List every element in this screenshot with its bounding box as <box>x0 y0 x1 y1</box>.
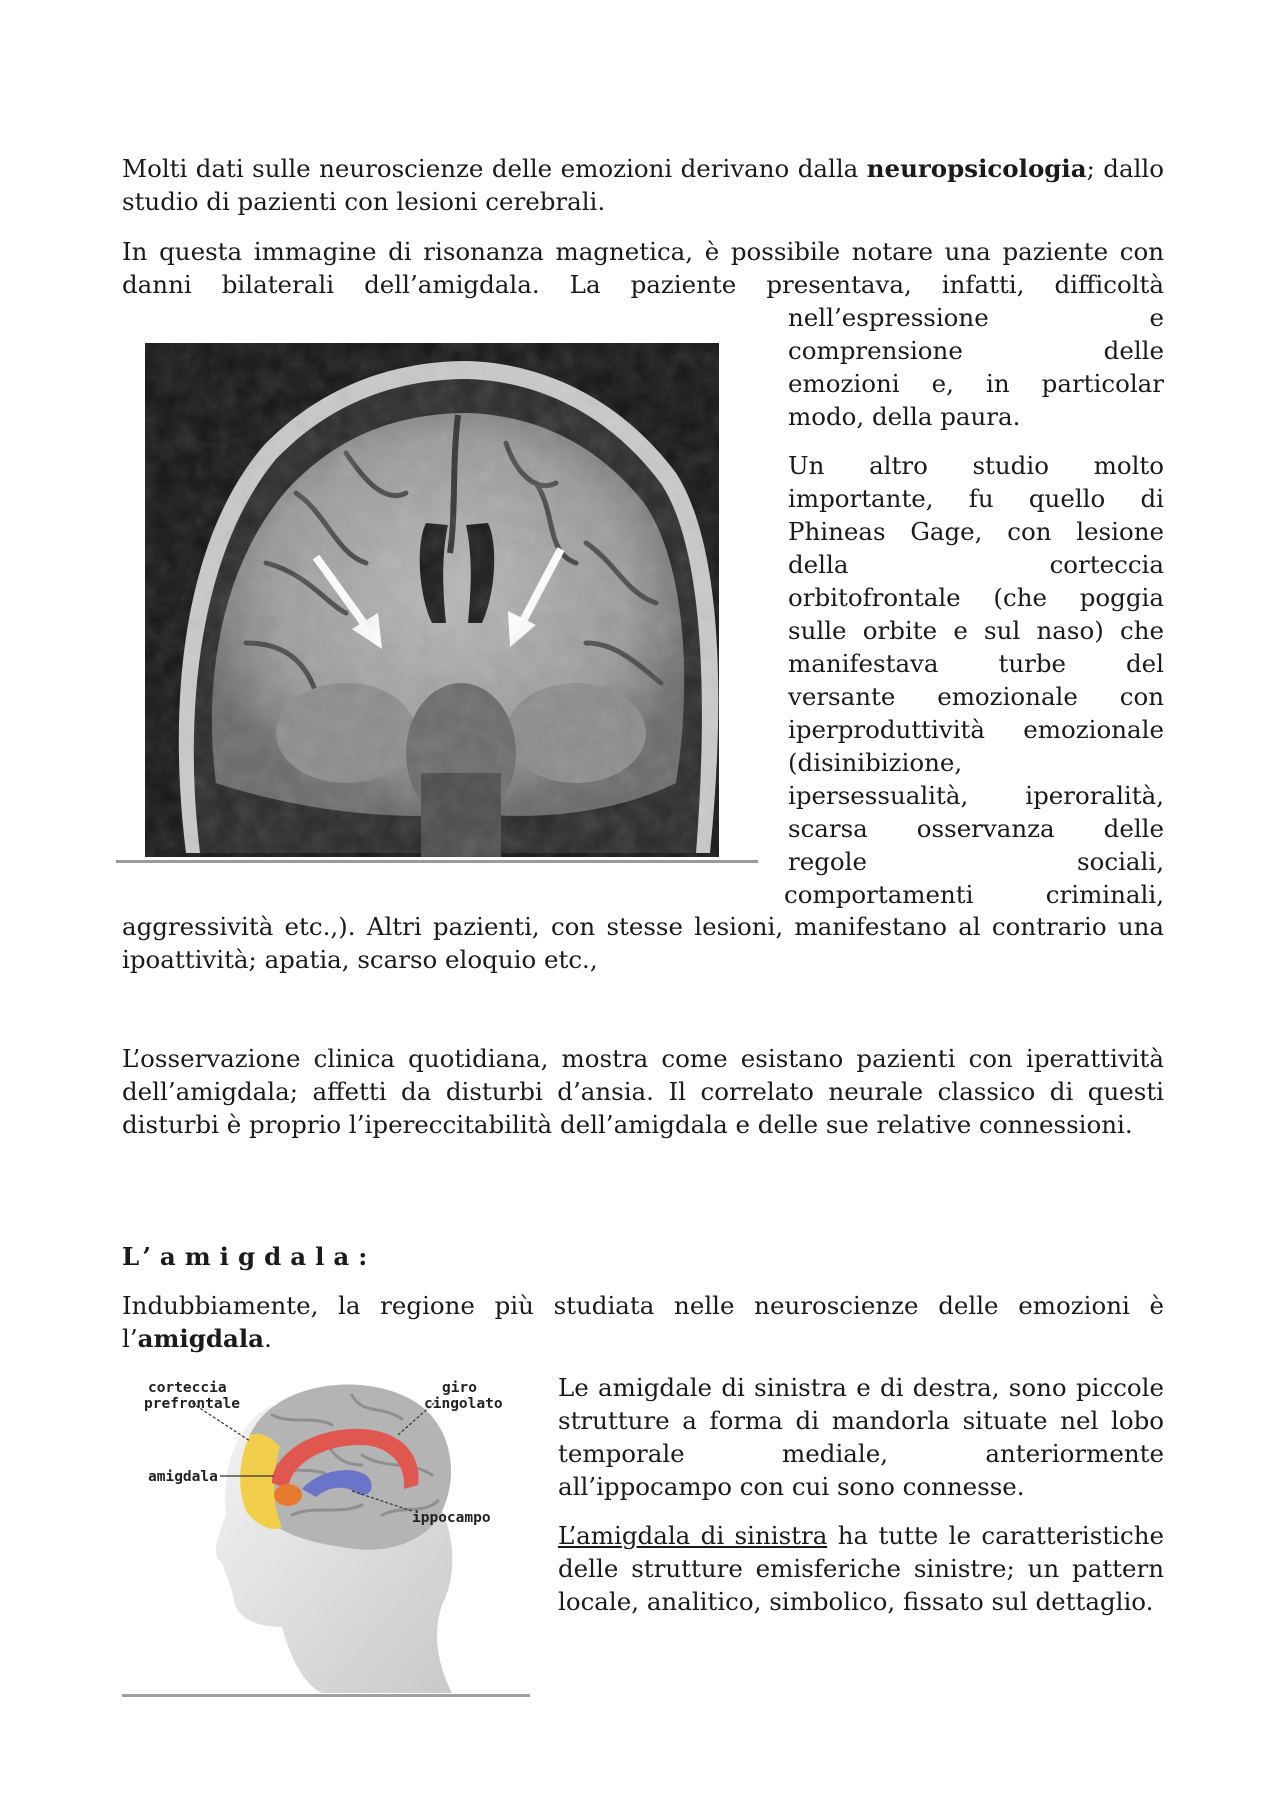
side-line: sulle orbite e sul naso) che <box>788 616 1164 645</box>
clinical-paragraph: L’osservazione clinica quotidiana, mostra come esistano pazienti con iperattività dell’amigdala; affetti da disturbi d’ansia. Il correlato neurale classico di questi disturbi è proprio l’ipereccitabilità dell’amigdala e delle sue relative connessioni. <box>122 1044 1164 1139</box>
brain-diagram-rule <box>122 1694 530 1697</box>
amygdala-intro-text: Indubbiamente, la regione più studiata nelle neuroscienze delle emozioni è l’ <box>122 1291 1164 1353</box>
mri-brain-image <box>116 313 758 861</box>
label-hippocampus: ippocampo <box>412 1510 491 1526</box>
side-line: nell’espressione e <box>788 303 1164 332</box>
amygdala-paragraph-2 <box>558 1519 1164 1618</box>
mri-figure <box>116 313 758 861</box>
label-prefrontal-line1: corteccia <box>148 1380 227 1396</box>
amygdala-paragraph-2-text: ha tutte le caratteristiche delle strutture emisferiche sinistre; un pattern locale, analitico, simbolico, fissato sul dettaglio. <box>558 1521 1164 1616</box>
amygdala-intro-paragraph <box>122 1289 1164 1355</box>
side-line: modo, della paura. <box>788 402 1021 431</box>
amygdala-intro-end: . <box>264 1324 272 1353</box>
amygdala-bold-term: amigdala <box>137 1324 265 1353</box>
mri-figure-rule <box>116 860 758 863</box>
mri-paragraph-side <box>788 301 1164 433</box>
side-line: versante emozionale con <box>788 682 1164 711</box>
label-cingulate-line2: cingolato <box>424 1396 503 1412</box>
side-line: orbitofrontale (che poggia <box>788 583 1164 612</box>
side-line: iperproduttività emozionale <box>788 715 1164 744</box>
side-line: importante, fu quello di <box>788 484 1164 513</box>
side-line: emozioni e, in particolar <box>788 369 1164 398</box>
intro-text: Molti dati sulle neuroscienze delle emozioni derivano dalla <box>122 154 867 183</box>
side-line: comprensione delle <box>788 336 1164 365</box>
amygdala-left-underlined: L’amigdala di sinistra <box>558 1521 828 1550</box>
label-amygdala: amigdala <box>148 1469 218 1485</box>
side-line: (disinibizione, <box>788 748 963 777</box>
side-line: manifestava turbe del <box>788 649 1164 678</box>
side-line: scarsa osservanza delle <box>788 814 1164 843</box>
mri-paragraph-top: In questa immagine di risonanza magnetica, è possibile notare una paziente con danni bilaterali dell’amigdala. La paziente presentava, infatti, difficoltà <box>122 237 1164 299</box>
intro-paragraph <box>122 152 1164 218</box>
side-line: regole sociali, <box>788 847 1164 876</box>
brain-diagram <box>122 1365 530 1693</box>
side-line: ipersessualità, iperoralità, <box>788 781 1164 810</box>
amygdala-paragraph-1: Le amigdale di sinistra e di destra, sono piccole strutture a forma di mandorla situate nel lobo temporale mediale, anteriormente all’ippocampo con cui sono connesse. <box>558 1373 1164 1501</box>
label-cingulate-line1: giro <box>442 1380 477 1396</box>
label-prefrontal-line2: prefrontale <box>144 1396 241 1412</box>
gage-paragraph-side <box>784 449 1164 911</box>
side-line: comportamenti criminali, <box>784 880 1164 909</box>
side-line: Phineas Gage, con lesione <box>788 517 1164 546</box>
brain-diagram-image <box>122 1365 530 1693</box>
side-line: della corteccia <box>788 550 1164 579</box>
intro-bold-term: neuropsicologia <box>866 154 1087 183</box>
intro-text-end: ; dallo studio di pazienti con lesioni cerebrali. <box>122 154 1164 216</box>
section-heading: L’amigdala: <box>122 1242 377 1271</box>
side-line: Un altro studio molto <box>788 451 1164 480</box>
gage-paragraph-tail: aggressività etc.,). Altri pazienti, con stesse lesioni, manifestano al contrario una ipoattività; apatia, scarso eloquio etc., <box>122 912 1164 974</box>
amygdala-region <box>274 1484 302 1506</box>
